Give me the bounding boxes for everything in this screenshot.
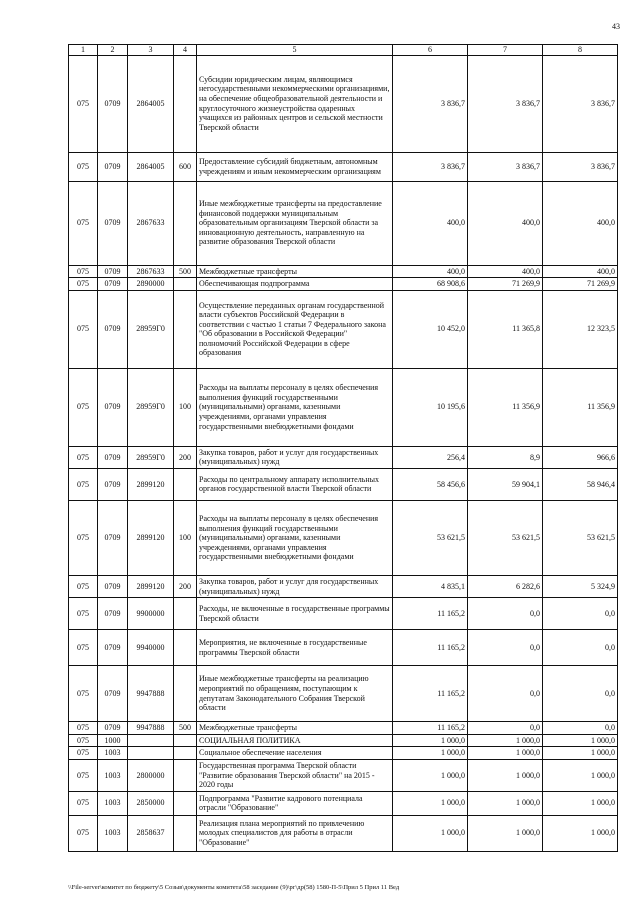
section-cell: 0709 [98, 666, 128, 722]
amount-cell: 1 000,0 [468, 815, 543, 851]
header-cell: 5 [197, 45, 393, 56]
section-cell: 0709 [98, 575, 128, 597]
description-cell: Расходы, не включенные в государственные программы Тверской области [197, 598, 393, 630]
expense-type-cell: 200 [174, 575, 197, 597]
table-row [69, 265, 618, 278]
table-row [69, 446, 618, 468]
target-article-cell: 2858637 [128, 815, 174, 851]
target-article-cell: 28959Г0 [128, 368, 174, 446]
expense-type-cell [174, 759, 197, 791]
description-cell: Расходы на выплаты персоналу в целях обеспечения выполнения функций государственными (муниципальными) органами, казенными учреждениями, органами управления государственными внебюджетными фондами [197, 500, 393, 575]
code-cell: 075 [69, 55, 98, 152]
amount-cell: 3 836,7 [543, 152, 618, 181]
amount-cell: 58 456,6 [393, 468, 468, 500]
description-cell: СОЦИАЛЬНАЯ ПОЛИТИКА [197, 734, 393, 747]
file-path-footer: \\File-server\комитет по бюджету\5 Созыв\документы комитета\58 заседание (9)\рг\др(58) 1580-П-5\Прил 5 Прил 11 Вед [68, 884, 400, 891]
amount-cell: 400,0 [393, 181, 468, 265]
section-cell: 0709 [98, 278, 128, 291]
description-cell: Субсидии юридическим лицам, являющимся негосударственными некоммерческими организациями, на обеспечение общеобразовательной деятельности и круглосуточного жизнеустройства одаренных учащихся из районных центров и сельской местности Тверской области [197, 55, 393, 152]
amount-cell: 53 621,5 [393, 500, 468, 575]
header-cell: 8 [543, 45, 618, 56]
target-article-cell: 2864005 [128, 152, 174, 181]
expense-type-cell [174, 815, 197, 851]
section-cell: 0709 [98, 290, 128, 368]
target-article-cell: 2867633 [128, 265, 174, 278]
amount-cell: 3 836,7 [468, 152, 543, 181]
amount-cell: 1 000,0 [543, 759, 618, 791]
description-cell: Осуществление переданных органам государственной власти субъектов Российской Федерации в соответствии с частью 1 статьи 7 Федерального закона "Об образовании в Российской Федерации" полномочий Российской Федерации в сфере образования [197, 290, 393, 368]
code-cell: 075 [69, 722, 98, 735]
description-cell: Расходы по центральному аппарату исполнительных органов государственной власти Тверской области [197, 468, 393, 500]
table-row [69, 722, 618, 735]
description-cell: Мероприятия, не включенные в государственные программы Тверской области [197, 630, 393, 666]
amount-cell: 71 269,9 [468, 278, 543, 291]
amount-cell: 68 908,6 [393, 278, 468, 291]
code-cell: 075 [69, 759, 98, 791]
description-cell: Социальное обеспечение населения [197, 747, 393, 760]
description-cell: Расходы на выплаты персоналу в целях обеспечения выполнения функций государственными (муниципальными) органами, казенными учреждениями, органами управления государственными внебюджетными фондами [197, 368, 393, 446]
expense-type-cell: 100 [174, 500, 197, 575]
header-cell: 2 [98, 45, 128, 56]
table-row [69, 759, 618, 791]
section-cell: 1003 [98, 747, 128, 760]
expense-type-cell [174, 55, 197, 152]
amount-cell: 1 000,0 [543, 734, 618, 747]
code-cell: 075 [69, 181, 98, 265]
amount-cell: 3 836,7 [543, 55, 618, 152]
code-cell: 075 [69, 666, 98, 722]
section-cell: 1003 [98, 815, 128, 851]
amount-cell: 1 000,0 [468, 747, 543, 760]
amount-cell: 400,0 [468, 181, 543, 265]
target-article-cell: 2899120 [128, 500, 174, 575]
amount-cell: 1 000,0 [543, 747, 618, 760]
description-cell: Реализация плана мероприятий по привлечению молодых специалистов для работы в отрасли "Образование" [197, 815, 393, 851]
section-cell: 0709 [98, 446, 128, 468]
header-cell: 7 [468, 45, 543, 56]
target-article-cell: 2850000 [128, 791, 174, 815]
header-cell: 6 [393, 45, 468, 56]
section-cell: 0709 [98, 598, 128, 630]
amount-cell: 400,0 [543, 265, 618, 278]
section-cell: 1003 [98, 759, 128, 791]
code-cell: 075 [69, 630, 98, 666]
amount-cell: 12 323,5 [543, 290, 618, 368]
amount-cell: 0,0 [543, 666, 618, 722]
amount-cell: 11 365,8 [468, 290, 543, 368]
expense-type-cell [174, 791, 197, 815]
table-row [69, 468, 618, 500]
target-article-cell: 28959Г0 [128, 446, 174, 468]
amount-cell: 58 946,4 [543, 468, 618, 500]
code-cell: 075 [69, 152, 98, 181]
amount-cell: 0,0 [543, 598, 618, 630]
table-row [69, 500, 618, 575]
table-row [69, 368, 618, 446]
description-cell: Государственная программа Тверской области "Развитие образования Тверской области" на 2015 - 2020 годы [197, 759, 393, 791]
code-cell: 075 [69, 278, 98, 291]
amount-cell: 10 452,0 [393, 290, 468, 368]
target-article-cell: 9947888 [128, 722, 174, 735]
description-cell: Закупка товаров, работ и услуг для государственных (муниципальных) нужд [197, 446, 393, 468]
section-cell: 0709 [98, 722, 128, 735]
amount-cell: 966,6 [543, 446, 618, 468]
amount-cell: 1 000,0 [468, 759, 543, 791]
target-article-cell: 28959Г0 [128, 290, 174, 368]
expense-type-cell [174, 468, 197, 500]
target-article-cell [128, 747, 174, 760]
section-cell: 1003 [98, 791, 128, 815]
expense-type-cell [174, 181, 197, 265]
code-cell: 075 [69, 265, 98, 278]
amount-cell: 3 836,7 [393, 55, 468, 152]
target-article-cell: 9900000 [128, 598, 174, 630]
amount-cell: 53 621,5 [543, 500, 618, 575]
code-cell: 075 [69, 734, 98, 747]
expense-type-cell: 200 [174, 446, 197, 468]
amount-cell: 400,0 [393, 265, 468, 278]
section-cell: 0709 [98, 152, 128, 181]
amount-cell: 4 835,1 [393, 575, 468, 597]
expense-type-cell: 100 [174, 368, 197, 446]
description-cell: Предоставление субсидий бюджетным, автономным учреждениям и иным некоммерческим организациям [197, 152, 393, 181]
target-article-cell: 9947888 [128, 666, 174, 722]
expense-type-cell [174, 747, 197, 760]
amount-cell: 11 356,9 [468, 368, 543, 446]
code-cell: 075 [69, 368, 98, 446]
amount-cell: 11 165,2 [393, 666, 468, 722]
description-cell: Межбюджетные трансферты [197, 722, 393, 735]
table-row [69, 734, 618, 747]
section-cell: 0709 [98, 500, 128, 575]
amount-cell: 1 000,0 [393, 747, 468, 760]
amount-cell: 400,0 [543, 181, 618, 265]
target-article-cell: 2890000 [128, 278, 174, 291]
table-row [69, 152, 618, 181]
amount-cell: 0,0 [543, 630, 618, 666]
amount-cell: 0,0 [468, 722, 543, 735]
table-row [69, 630, 618, 666]
code-cell: 075 [69, 791, 98, 815]
amount-cell: 400,0 [468, 265, 543, 278]
amount-cell: 1 000,0 [393, 734, 468, 747]
code-cell: 075 [69, 575, 98, 597]
section-cell: 0709 [98, 468, 128, 500]
table-row [69, 791, 618, 815]
section-cell: 0709 [98, 368, 128, 446]
description-cell: Подпрограмма "Развитие кадрового потенциала отрасли "Образование" [197, 791, 393, 815]
header-cell: 4 [174, 45, 197, 56]
table-header-row [69, 45, 618, 56]
amount-cell: 11 165,2 [393, 722, 468, 735]
amount-cell: 1 000,0 [468, 791, 543, 815]
expense-type-cell [174, 278, 197, 291]
table-row [69, 181, 618, 265]
table-row [69, 666, 618, 722]
amount-cell: 11 165,2 [393, 630, 468, 666]
amount-cell: 0,0 [468, 598, 543, 630]
amount-cell: 53 621,5 [468, 500, 543, 575]
table-row [69, 55, 618, 152]
section-cell: 0709 [98, 630, 128, 666]
code-cell: 075 [69, 500, 98, 575]
code-cell: 075 [69, 290, 98, 368]
description-cell: Иные межбюджетные трансферты на предоставление финансовой поддержки муниципальным образовательным организациям Тверской области за инновационную деятельность, направленную на развитие образования Тверской области [197, 181, 393, 265]
table-row [69, 278, 618, 291]
amount-cell: 0,0 [543, 722, 618, 735]
amount-cell: 3 836,7 [468, 55, 543, 152]
section-cell: 0709 [98, 55, 128, 152]
expense-type-cell [174, 598, 197, 630]
amount-cell: 59 904,1 [468, 468, 543, 500]
expense-type-cell: 600 [174, 152, 197, 181]
target-article-cell: 2899120 [128, 468, 174, 500]
table-row [69, 747, 618, 760]
amount-cell: 0,0 [468, 630, 543, 666]
amount-cell: 71 269,9 [543, 278, 618, 291]
header-cell: 3 [128, 45, 174, 56]
section-cell: 0709 [98, 181, 128, 265]
code-cell: 075 [69, 598, 98, 630]
amount-cell: 256,4 [393, 446, 468, 468]
amount-cell: 11 356,9 [543, 368, 618, 446]
page-number: 43 [612, 22, 620, 31]
code-cell: 075 [69, 747, 98, 760]
expense-type-cell: 500 [174, 722, 197, 735]
budget-table [68, 44, 618, 852]
amount-cell: 1 000,0 [393, 759, 468, 791]
table-row [69, 290, 618, 368]
amount-cell: 1 000,0 [543, 815, 618, 851]
code-cell: 075 [69, 815, 98, 851]
expense-type-cell [174, 734, 197, 747]
target-article-cell: 2800000 [128, 759, 174, 791]
amount-cell: 1 000,0 [468, 734, 543, 747]
target-article-cell: 9940000 [128, 630, 174, 666]
expense-type-cell [174, 630, 197, 666]
expense-type-cell [174, 290, 197, 368]
table-row [69, 575, 618, 597]
header-cell: 1 [69, 45, 98, 56]
section-cell: 1000 [98, 734, 128, 747]
description-cell: Обеспечивающая подпрограмма [197, 278, 393, 291]
target-article-cell: 2864005 [128, 55, 174, 152]
table-row [69, 815, 618, 851]
amount-cell: 1 000,0 [543, 791, 618, 815]
section-cell: 0709 [98, 265, 128, 278]
amount-cell: 11 165,2 [393, 598, 468, 630]
description-cell: Закупка товаров, работ и услуг для государственных (муниципальных) нужд [197, 575, 393, 597]
description-cell: Иные межбюджетные трансферты на реализацию мероприятий по обращениям, поступающим к депутатам Законодательного Собрания Тверской области [197, 666, 393, 722]
amount-cell: 8,9 [468, 446, 543, 468]
amount-cell: 6 282,6 [468, 575, 543, 597]
target-article-cell [128, 734, 174, 747]
amount-cell: 1 000,0 [393, 791, 468, 815]
description-cell: Межбюджетные трансферты [197, 265, 393, 278]
expense-type-cell [174, 666, 197, 722]
code-cell: 075 [69, 468, 98, 500]
target-article-cell: 2899120 [128, 575, 174, 597]
amount-cell: 1 000,0 [393, 815, 468, 851]
expense-type-cell: 500 [174, 265, 197, 278]
target-article-cell: 2867633 [128, 181, 174, 265]
amount-cell: 10 195,6 [393, 368, 468, 446]
amount-cell: 3 836,7 [393, 152, 468, 181]
amount-cell: 0,0 [468, 666, 543, 722]
code-cell: 075 [69, 446, 98, 468]
table-row [69, 598, 618, 630]
amount-cell: 5 324,9 [543, 575, 618, 597]
